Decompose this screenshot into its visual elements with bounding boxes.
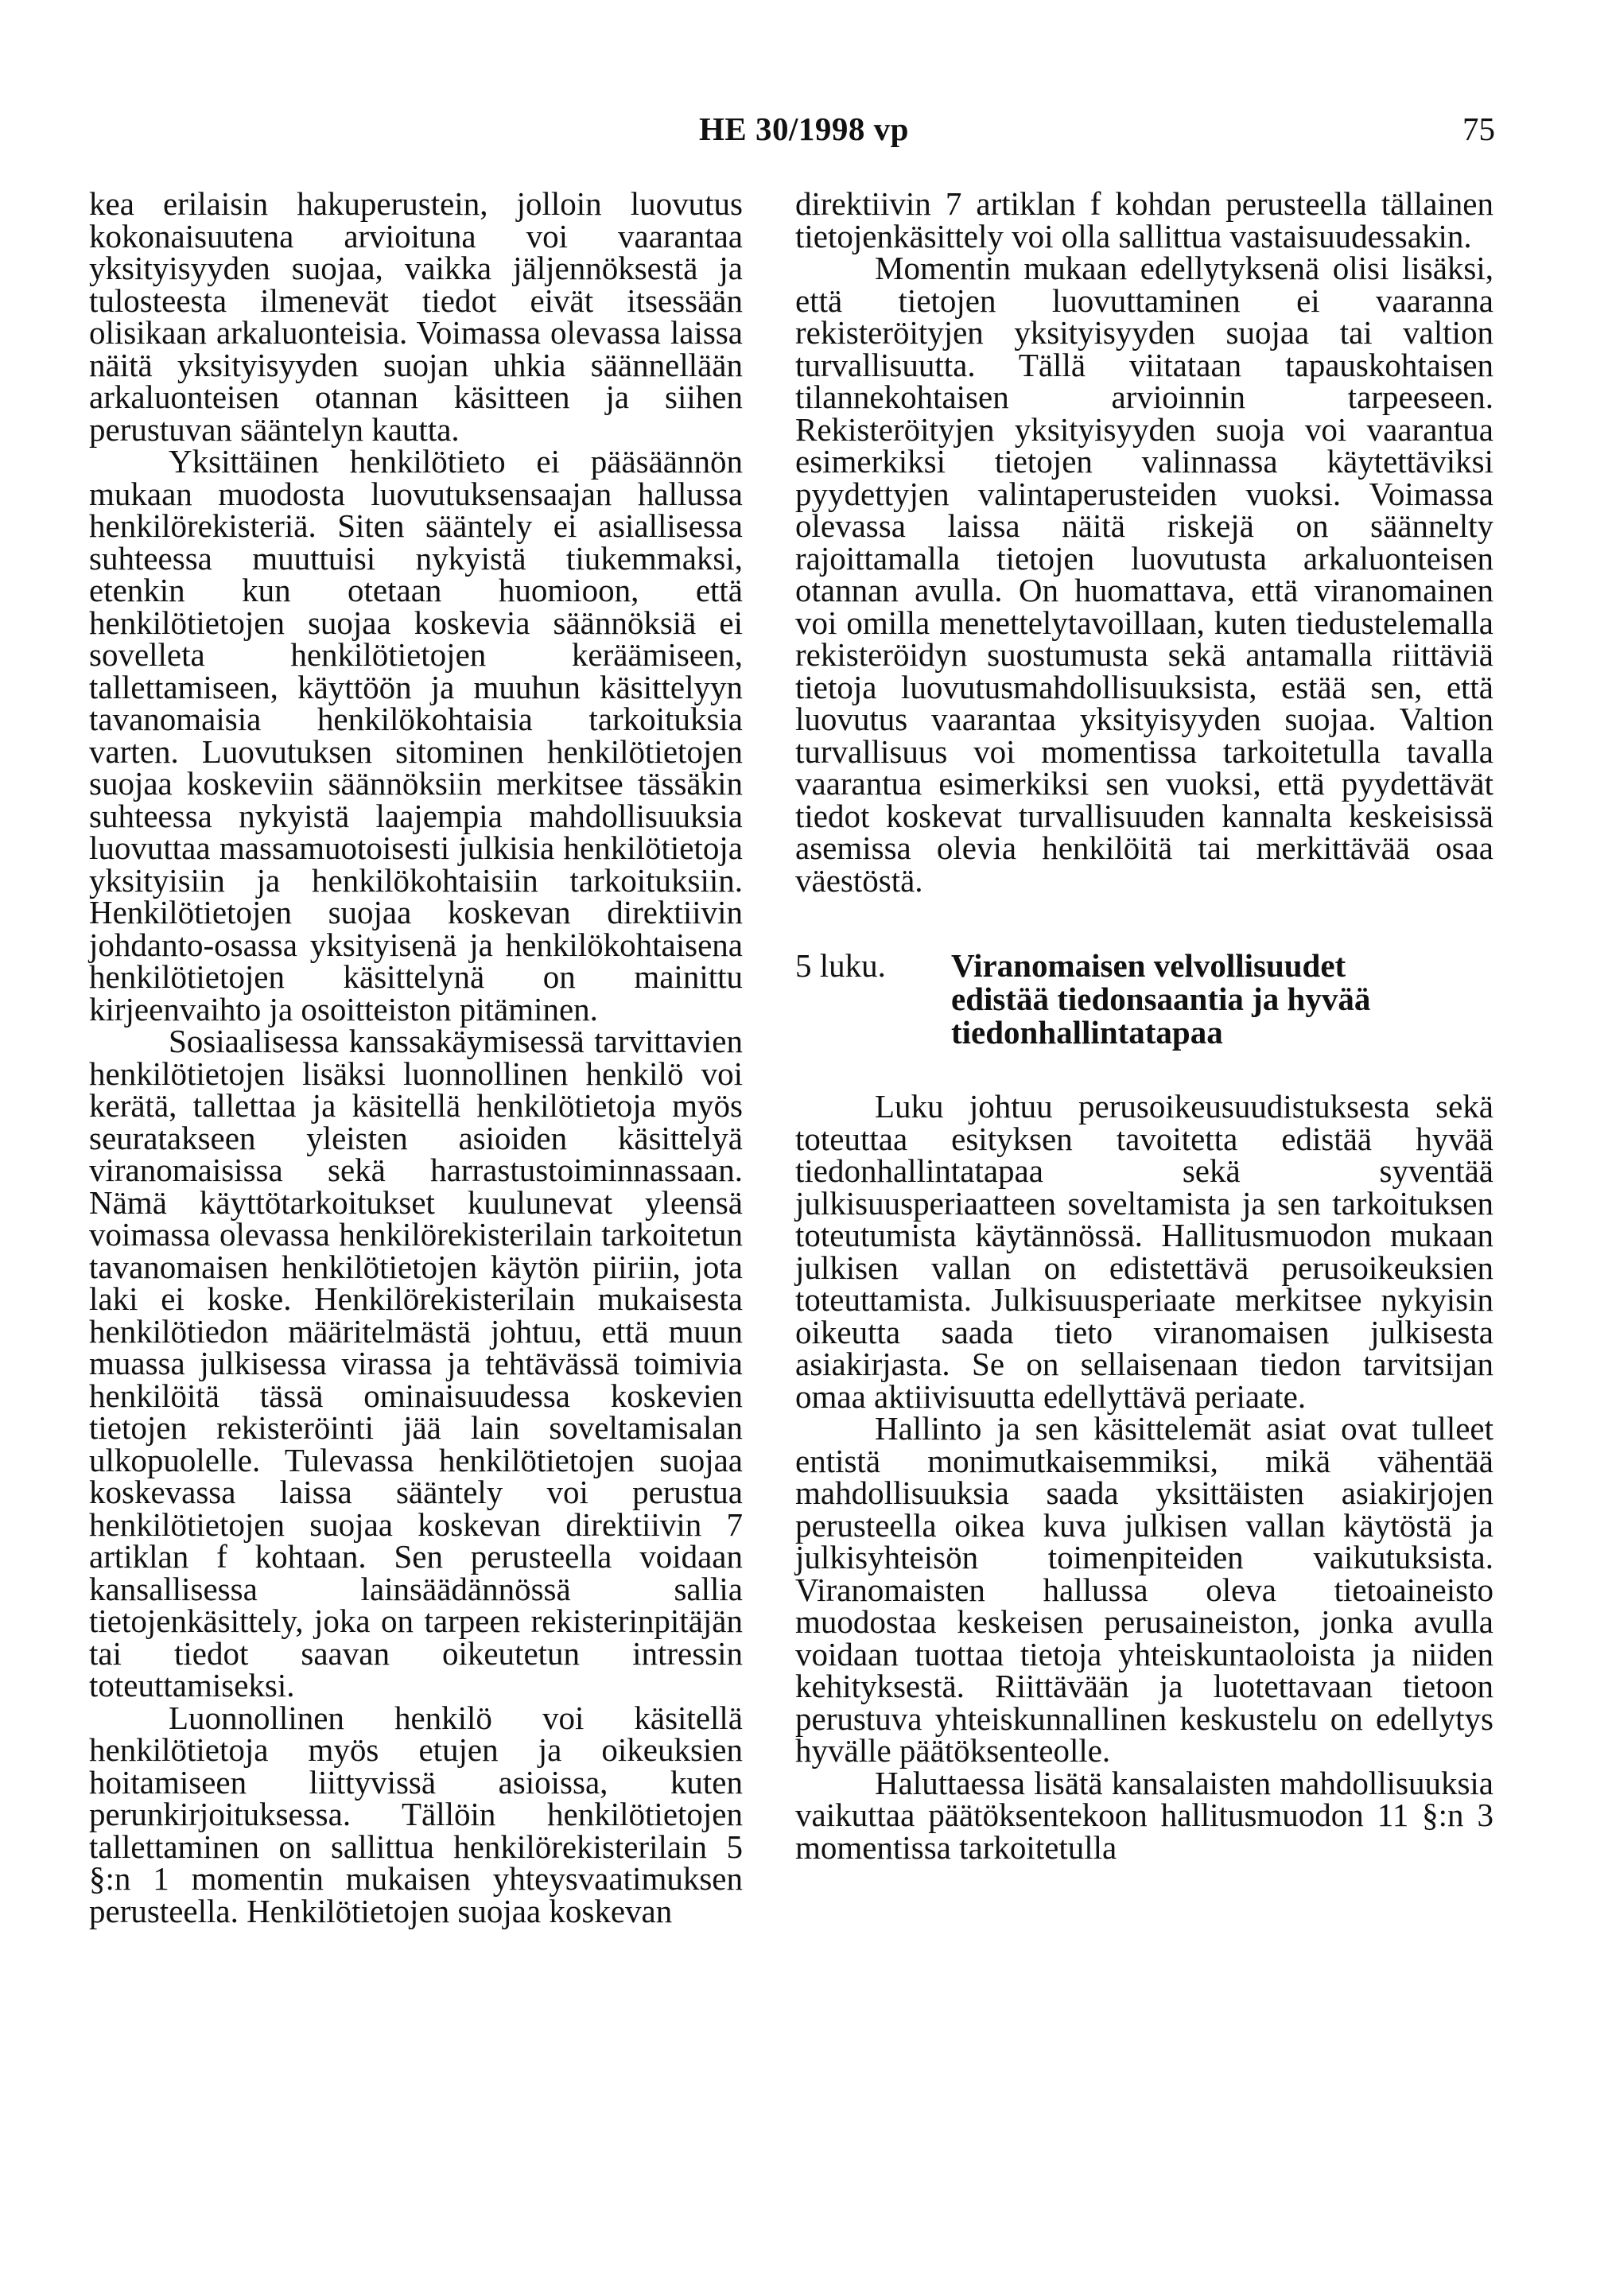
right-paragraph-3: Luku johtuu perusoikeusuudistuksesta sekä toteuttaa esityksen tavoitetta edistää hyvää tiedonhallintatapaa sekä syventää julkisuusperiaatteen soveltamista ja sen tarkoituksen toteutumista käytännössä. Hallitusmuodon mukaan julkisen vallan on edistettävä perusoikeuksien toteuttamista. Julkisuusperiaate merkitsee nykyisin oikeutta saada tieto viranomaisen julkisesta asiakirjasta. Se on sellaisenaan tiedon tarvitsijan omaa aktiivisuutta edellyttävä periaate.	[795, 1088, 1493, 1415]
left-paragraph-3: Sosiaalisessa kanssakäymisessä tarvittavien henkilötietojen lisäksi luonnollinen henkilö voi kerätä, tallettaa ja käsitellä henkilötietoja myös seuratakseen yleisten asioiden käsittelyä viranomaisissa sekä harrastustoiminnassaan. Nämä käyttötarkoitukset kuulunevat yleensä voimassa olevassa henkilörekisterilain tarkoitetun tavanomaisen henkilötietojen käytön piiriin, jota laki ei koske. Henkilörekisterilain mukaisesta henkilötiedon määritelmästä johtuu, että muun muassa julkisessa virassa ja tehtävässä toimivia henkilöitä tässä ominaisuudessa koskevien tietojen rekisteröinti jää lain soveltamisalan ulkopuolelle. Tulevassa henkilötietojen suojaa koskevassa laissa sääntely voi perustua henkilötietojen suojaa koskevan direktiivin 7 artiklan f kohtaan. Sen perusteella voidaan kansallisessa lainsäädännössä sallia tietojenkäsittely, joka on tarpeen rekisterinpitäjän tai tiedot saavan oikeutetun intressin toteuttamiseksi.	[89, 1023, 743, 1704]
chapter-number: 5 luku.	[795, 947, 886, 984]
right-paragraph-2: Momentin mukaan edellytyksenä olisi lisäksi, että tietojen luovuttaminen ei vaaranna rekisteröityjen yksityisyyden suojaa tai valtion turvallisuutta. Tällä viitataan tapauskohtaisen tilannekohtaisen arvioinnin tarpeeseen. Rekisteröityjen yksityisyyden suoja voi vaarantua esimerkiksi tietojen valinnassa käytettäviksi pyydettyjen valintaperusteiden vuoksi. Voimassa olevassa laissa näitä riskejä on säännelty rajoittamalla tietojen luovutusta arkaluonteisen otannan avulla. On huomattava, että viranomainen voi omilla menettelytavoillaan, kuten tiedustelemalla rekisteröidyn suostumusta sekä antamalla riittäviä tietoja luovutusmahdollisuuksista, estää sen, että luovutus vaarantaa yksityisyyden suojaa. Valtion turvallisuus voi momentissa tarkoitetulla tavalla vaarantua esimerkiksi sen vuoksi, että pyydettävät tiedot koskevat turvallisuuden kannalta keskeisissä asemissa olevia henkilöitä tai merkittävää osaa väestöstä.	[795, 250, 1493, 899]
right-column	[795, 185, 1493, 1866]
left-paragraph-1: kea erilaisin hakuperustein, jolloin luovutus kokonaisuutena arvioituna voi vaarantaa yksityisyyden suojaa, vaikka jäljennöksestä ja tulosteesta ilmenevät tiedot eivät itsessään olisikaan arkaluonteisia. Voimassa olevassa laissa näitä yksityisyyden suojan uhkia säännellään arkaluonteisen otannan käsitteen ja siihen perustuvan sääntelyn kautta.	[89, 185, 743, 448]
left-paragraph-4: Luonnollinen henkilö voi käsitellä henkilötietoja myös etujen ja oikeuksien hoitamiseen liittyvissä asioissa, kuten perunkirjoituksessa. Tällöin henkilötietojen tallettaminen on sallittua henkilörekisterilain 5 §:n 1 momentin mukaisen yhteysvaatimuksen perusteella. Henkilötietojen suojaa koskevan	[89, 1699, 743, 1929]
right-paragraph-1: direktiivin 7 artiklan f kohdan perusteella tällainen tietojenkäsittely voi olla sallittua vastaisuudessakin.	[795, 185, 1493, 254]
running-header-title: HE 30/1998 vp	[699, 111, 909, 147]
chapter-title: Viranomaisen velvollisuudet edistää tiedonsaantia ja hyvää tiedonhallintatapaa	[951, 947, 1371, 1051]
left-paragraph-2: Yksittäinen henkilötieto ei pääsäännön mukaan muodosta luovutuksensaajan hallussa henkilörekisteriä. Siten sääntely ei asiallisessa suhteessa muuttuisi nykyistä tiukemmaksi, etenkin kun otetaan huomioon, että henkilötietojen suojaa koskevia säännöksiä ei sovelleta henkilötietojen keräämiseen, tallettamiseen, käyttöön ja muuhun käsittelyyn tavanomaisia henkilökohtaisia tarkoituksia varten. Luovutuksen sitominen henkilötietojen suojaa koskeviin säännöksiin merkitsee tässäkin suhteessa nykyistä laajempia mahdollisuuksia luovuttaa massamuotoisesti julkisia henkilötietoja yksityisiin ja henkilökohtaisiin tarkoituksiin. Henkilötietojen suojaa koskevan direktiivin johdanto-osassa yksityisenä ja henkilökohtaisena henkilötietojen käsittelynä on mainittu kirjeenvaihto ja osoitteiston pitäminen.	[89, 443, 743, 1028]
right-paragraph-4: Hallinto ja sen käsittelemät asiat ovat tulleet entistä monimutkaisemmiksi, mikä vähentää mahdollisuuksia saada yksittäisten asiakirjojen perusteella oikea kuva julkisen vallan käytöstä ja julkisyhteisön toimenpiteiden vaikutuksista. Viranomaisten hallussa oleva tietoaineisto muodostaa keskeisen perusaineiston, jonka avulla voidaan tuottaa tietoja yhteiskuntaoloista ja niiden kehityksestä. Riittävään ja luotettavaan tietoon perustuva yhteiskunnallinen keskustelu on edellytys hyvälle päätöksenteolle.	[795, 1410, 1493, 1769]
chapter-heading	[795, 949, 1493, 1049]
page-number: 75	[1462, 111, 1495, 147]
right-paragraph-5: Haluttaessa lisätä kansalaisten mahdollisuuksia vaikuttaa päätöksentekoon hallitusmuodon 11 §:n 3 momentissa tarkoitetulla	[795, 1764, 1493, 1866]
left-column	[89, 185, 743, 1929]
